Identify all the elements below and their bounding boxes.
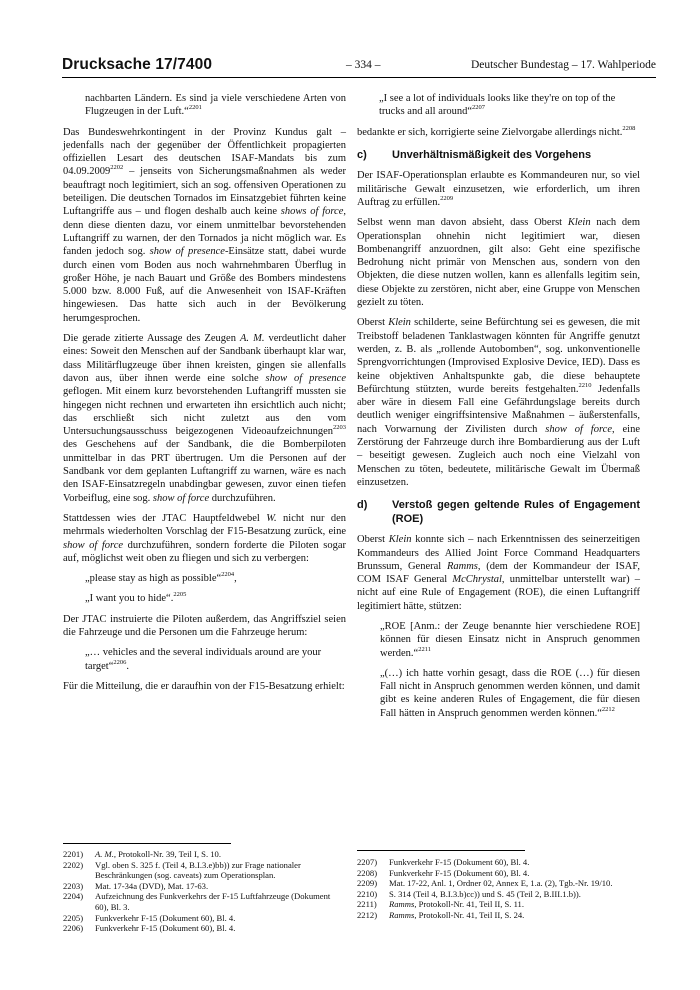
left-column: [63, 92, 346, 700]
footnote-text: Ramms, Protokoll-Nr. 41, Teil II, S. 24.: [389, 909, 525, 920]
footnote: [63, 891, 346, 912]
footnote: [357, 889, 640, 900]
right-column: [357, 92, 640, 727]
publisher: Deutscher Bundestag – 17. Wahlperiode: [470, 59, 656, 71]
paragraph: Der ISAF-Operationsplan erlaubte es Kommandeuren nur, so viel militärische Gewalt einzusetzen, wie erforderlich, um ihren Auftrag zu erfüllen.$^{2209}$: [357, 170, 640, 208]
block-quote: „(…) ich hatte vorhin gesagt, dass die ROE (…) für diesen Fall nicht in Anspruch genommen werden können, und damit gibt es keine anderen Rules of Engagement, die für diesen Fall hätten in Anspruch genommen werden können.“$^{2212}$: [380, 667, 640, 719]
footnote: [63, 923, 346, 934]
footnote-number: 2208): [357, 867, 378, 878]
footnote-number: 2202): [63, 859, 84, 870]
section-heading-d: d) Verstoß gegen geltende Rules of Engagement (ROE): [357, 499, 640, 525]
footnote: [357, 868, 640, 879]
footnote-text: Funkverkehr F-15 (Dokument 60), Bl. 4.: [389, 857, 530, 867]
paragraph: Stattdessen wies der JTAC Hauptfeldwebel W. nicht nur den mehrmals wiederholten Vorschlag der F15-Besatzung zurück, eine show of force durchzuführen, sondern forderte die Piloten sogar auf, möglichst weit oben zu fliegen und sich zu verbergen:: [63, 512, 346, 564]
footnote-number: 2204): [63, 891, 84, 902]
footnote-number: 2206): [63, 923, 84, 934]
footnote-text: A. M., Protokoll-Nr. 39, Teil I, S. 10.: [95, 849, 221, 859]
footnote: [63, 913, 346, 924]
footnotes-right: [357, 857, 640, 921]
paragraph: bedankte er sich, korrigierte seine Zielvorgabe allerdings nicht.$^{2208}$: [357, 124, 636, 138]
paragraph: Oberst Klein konnte sich – nach Erkenntnissen des seinerzeitigen Kommandeurs des Allied Joint Force Command Headquarters Brunssum, General Ramms, (dem der Kommandeur der ISAF, COM ISAF General McChrystal, unmittelbar unterstellt war) – nicht auf eine Rule of Engagement (ROE), die einen Luftangriff legitimiert hätte, stützen:: [357, 534, 640, 612]
footnote-number: 2205): [63, 912, 84, 923]
footnote: [357, 899, 640, 910]
footnote-number: 2212): [357, 909, 378, 920]
block-quote: „ROE [Anm.: der Zeuge benannte hier verschiedene ROE] können für diesen Einsatz nicht in Anspruch genommen werden.“$^{2211}$: [380, 621, 640, 659]
footnote-text: Ramms, Protokoll-Nr. 41, Teil II, S. 11.: [389, 899, 524, 910]
paragraph: Für die Mitteilung, die er daraufhin von der F15-Besatzung erhielt:: [63, 680, 345, 692]
footnote: [63, 849, 346, 860]
paragraph: Der JTAC instruierte die Piloten außerdem, das Angriffsziel seien die Fahrzeuge und die Personen um die Fahrzeuge herum:: [63, 613, 346, 638]
paragraph: Selbst wenn man davon absieht, dass Oberst Klein nach dem Operationsplan ohnehin nicht legitimiert war, diesen Bombenangriff anzuordnen, gilt also: Geht eine spezifische Bedrohung nicht primär von Menschen aus, sondern von den Objekten, die diese nutzen wollen, kann es allenfalls legitim sein, diese Objekte zu zerstören, nicht aber, eine Gruppe von Menschen gezielt zu töten.: [357, 217, 640, 309]
footnotes-left: [63, 849, 346, 934]
block-quote: „I want you to hide“.$^{2205}$: [85, 591, 187, 605]
paragraph: Die gerade zitierte Aussage des Zeugen A. M. verdeutlicht daher eines: Soweit den Menschen auf der Sandbank überhaupt klar war, dass Militärflugzeuge über ihnen kreisten, gingen sie allenfalls davon aus, über ihnen werde eine solche show of presence geflogen. Mit einem kurz bevorstehenden Luftangriff mussten sie hingegen nicht rechnen und erwarteten ihn ersichtlich auch nicht; das erschließt sich nicht zuletzt aus den vom Untersuchungsausschuss beigezogenen Videoaufzeichnungen$^{2203}$ des Geschehens auf der Sandbank, die die Bomberpiloten unmittelbar in das PRT übertrugen. Um die Personen auf der Sandbank vor dem geplanten Luftangriff zu warnen, wäre es nach den ISAF-Einsatzregeln unabdingbar gewesen, zuvor einen tiefen Vorbeiflug, eine sog. show of force durchzuführen.: [63, 333, 346, 504]
footnote-text: Mat. 17-34a (DVD), Mat. 17-63.: [95, 880, 209, 891]
block-quote: „… vehicles and the several individuals around are your target“$^{2206}$.: [85, 647, 322, 672]
paragraph: Das Bundeswehrkontingent in der Provinz Kundus galt – jedenfalls nach der gegenüber der Öffentlichkeit propagierten offiziellen Lesart des deutschen ISAF-Mandats bis zum $04.09.2009^{2202}$ – jenseits von Sicherungsmaßnahmen als weder beauftragt noch legitimiert, sich an sog. offensiven Operationen zu beteiligen. Die deutschen Tornados im Einsatzgebiet führten keine Luftangriffe aus – und flogen deshalb auch keine shows of force, denn diese dienten dazu, vor einem unmittelbar bevorstehenden Luftangriff zu warnen, der den Tornados ja nicht möglich war. Es fanden jedoch sog. show of presence-Einsätze statt, dabei wurde durch einen vom Boden aus noch wahrnehmbaren Überflug in großer Höhe, je nach Bauart und Größe des Bombers mindestens 5.000 bzw. 8.000 Fuß, auf die Anwesenheit von ISAF-Kräften hingewiesen. Das hatte sich auch in der Bevölkerung herumgesprochen.: [63, 126, 347, 324]
page-header: [62, 56, 656, 78]
footnote-text: S. 314 (Teil 4, B.I.3.b)cc)) und S. 45 (Teil 2, B.III.1.b)).: [389, 888, 581, 899]
footnote-text: Funkverkehr F-15 (Dokument 60), Bl. 4.: [389, 867, 530, 878]
footnote-text: Funkverkehr F-15 (Dokument 60), Bl. 4.: [95, 912, 236, 923]
footnote-number: 2210): [357, 888, 378, 899]
document-number: Drucksache 17/7400: [62, 56, 213, 73]
footnote: [357, 878, 640, 889]
footnote: [357, 857, 640, 868]
footnote-number: 2211): [357, 899, 377, 910]
footnote-number: 2209): [357, 878, 378, 889]
footnote: [357, 910, 640, 921]
footnote-rule: [357, 850, 525, 851]
footnote-number: 2201): [63, 849, 84, 859]
footnote-text: Vgl. oben S. 325 f. (Teil 4, B.I.3.e)bb)) zur Frage nationaler Beschränkungen (sog. caveats) zum Operationsplan.: [95, 859, 301, 881]
page-number: – 334 –: [346, 59, 381, 71]
footnote-number: 2207): [357, 857, 378, 867]
block-quote: „I see a lot of individuals looks like they're on top of the trucks and all around“$^{2207}$: [379, 93, 616, 118]
footnote-text: Aufzeichnung des Funkverkehrs der F-15 Luftfahrzeuge (Dokument 60), Bl. 3.: [95, 891, 331, 912]
footnote: [63, 860, 346, 881]
footnote: [63, 881, 346, 892]
paragraph: Oberst Klein schilderte, seine Befürchtung sei es gewesen, die mit Treibstoff beladenen Tanklastwagen könnten für Angriffe genutzt werden, z. B. als „rollende Autobomben“, sog. unkonventionelle Sprengvorrichtungen (Improvised Explosive Device, IED). Dass es keine objektiven Anhaltspunkte gab, die diese behauptete Befürchtung stützten, wurde bereits festgehalten.$^{2210}$ Jedenfalls aber wäre in diesem Fall eine Gefährdungslage bereits durch deutlich weniger eingriffsintensive Maßnahmen – äußerstenfalls, nach Vorwarnung der Zivilisten durch show of force, eine Zerstörung der Fahrzeuge durch ihre Bombardierung aus der Luft – beseitigt gewesen. Zugleich auch noch eine Vielzahl von Menschen zu töten, bedeutete, militärische Gewalt im Übermaß einzusetzen.: [357, 317, 640, 488]
footnote-number: 2203): [63, 880, 84, 891]
footnote-rule: [63, 843, 231, 844]
block-quote: „please stay as high as possible“$^{2204}$,: [85, 571, 237, 585]
quote-continuation: nachbarten Ländern. Es sind ja viele verschiedene Arten von Flugzeugen in der Luft.“$^{2201}$: [85, 93, 346, 118]
section-heading-c: c) Unverhältnismäßigkeit des Vorgehens: [357, 148, 592, 161]
header-rule: [62, 77, 656, 78]
footnote-text: Mat. 17-22, Anl. 1, Ordner 02, Annex E, 1.a. (2), Tgb.-Nr. 19/10.: [389, 878, 613, 889]
footnote-text: Funkverkehr F-15 (Dokument 60), Bl. 4.: [95, 923, 236, 934]
